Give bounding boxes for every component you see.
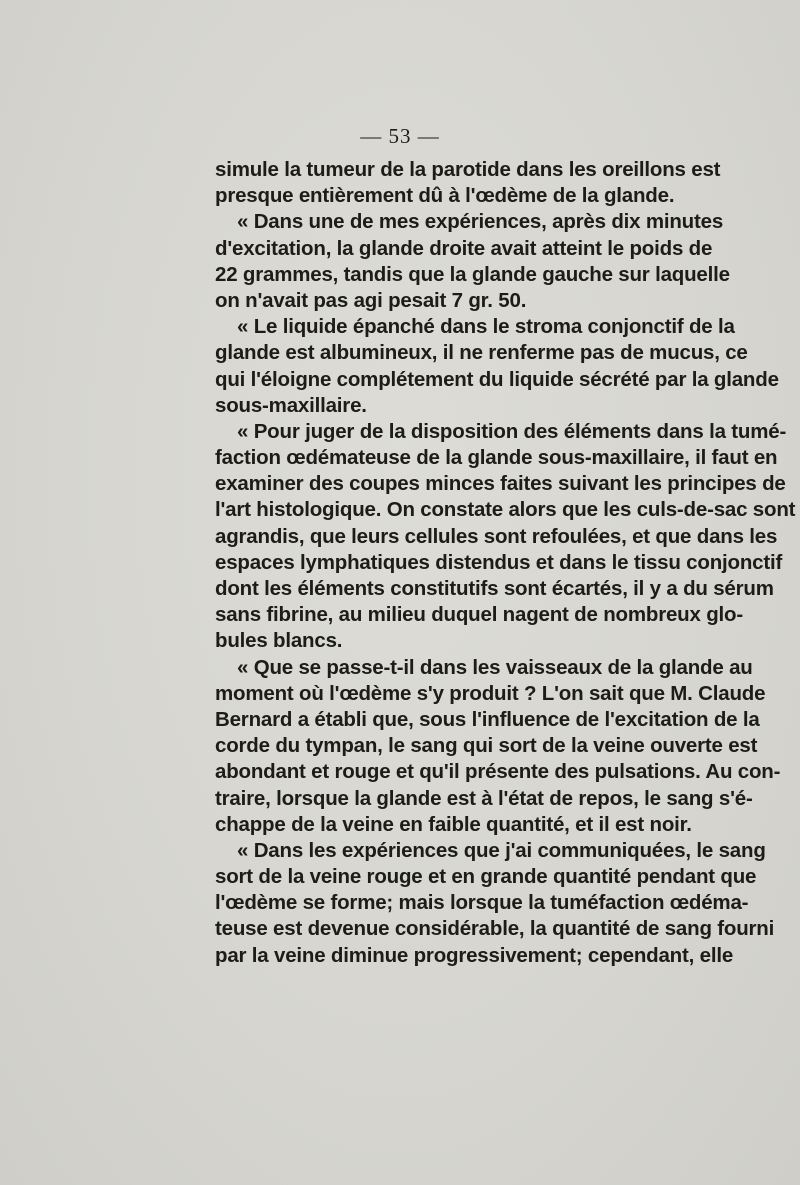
text-line: moment où l'œdème s'y produit ? L'on sait que M. Claude [215, 681, 766, 705]
text-line: presque entièrement dû à l'œdème de la glande. [215, 184, 675, 208]
text-line: simule la tumeur de la parotide dans les oreillons est [215, 158, 721, 181]
text-line: sous-maxillaire. [215, 393, 367, 417]
text-line: « Dans une de mes expériences, après dix minutes [237, 210, 724, 234]
text-line: d'excitation, la glande droite avait atteint le poids de [215, 236, 713, 260]
text-line: sort de la veine rouge et en grande quantité pendant que [215, 865, 757, 889]
text-line: Bernard a établi que, sous l'influence de l'excitation de la [215, 707, 760, 731]
text-line: sans fibrine, au milieu duquel nagent de nombreux glo- [215, 603, 743, 627]
text-line: « Pour juger de la disposition des éléments dans la tumé- [237, 419, 787, 443]
text-line: 22 grammes, tandis que la glande gauche sur laquelle [215, 262, 730, 286]
text-line: faction œdémateuse de la glande sous-maxillaire, il faut en [215, 446, 778, 470]
text-line: teuse est devenue considérable, la quantité de sang fourni [215, 917, 775, 941]
text-line: par la veine diminue progressivement; cependant, elle [215, 943, 734, 967]
text-line: l'art histologique. On constate alors que les culs-de-sac sont [215, 498, 796, 522]
paragraph [215, 838, 775, 969]
body-text [215, 157, 796, 969]
text-line: « Le liquide épanché dans le stroma conjonctif de la [237, 315, 735, 339]
text-line: examiner des coupes minces faites suivant les principes de [215, 472, 786, 496]
text-line: on n'avait pas agi pesait 7 gr. 50. [215, 288, 527, 312]
text-line: traire, lorsque la glande est à l'état de repos, le sang s'é- [215, 786, 753, 810]
paragraph [215, 655, 781, 838]
text-line: dont les éléments constitutifs sont écartés, il y a du sérum [215, 577, 774, 600]
text-line: chappe de la veine en faible quantité, et il est noir. [215, 812, 692, 836]
page-number: — 53 — [360, 124, 440, 148]
text-line: bules blancs. [215, 629, 343, 653]
paragraph [215, 157, 721, 209]
text-line: qui l'éloigne complétement du liquide sécrété par la glande [215, 367, 779, 391]
text-line: espaces lymphatiques distendus et dans le tissu conjonctif [215, 550, 783, 574]
text-line: « Dans les expériences que j'ai communiquées, le sang [237, 838, 766, 862]
text-line: abondant et rouge et qu'il présente des pulsations. Au con- [215, 760, 781, 784]
text-line: corde du tympan, le sang qui sort de la veine ouverte est [215, 734, 758, 758]
paragraph [215, 419, 796, 655]
paragraph [215, 314, 779, 419]
text-line: « Que se passe-t-il dans les vaisseaux de la glande au [237, 655, 753, 679]
text-line: agrandis, que leurs cellules sont refoulées, et que dans les [215, 524, 778, 548]
text-line: l'œdème se forme; mais lorsque la tuméfaction œdéma- [215, 891, 749, 915]
paragraph [215, 209, 730, 314]
text-line: glande est albumineux, il ne renferme pas de mucus, ce [215, 341, 748, 365]
